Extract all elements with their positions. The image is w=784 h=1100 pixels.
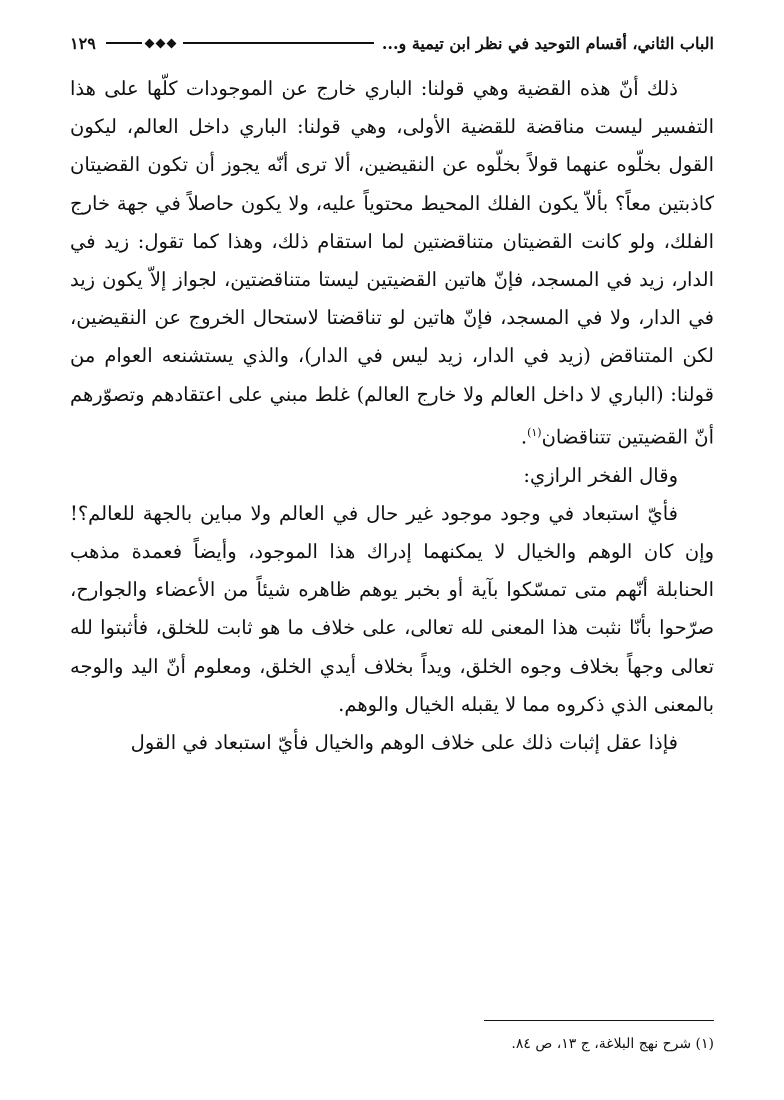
ornament-diamond-icon [144, 38, 154, 48]
paragraph-3: فأيّ استبعاد في وجود موجود غير حال في العالم ولا مباين بالجهة للعالم؟! وإن كان الوهم والخيال لا يمكنهما إدراك هذا الموجود، وأيضاً فعمدة مذهب الحنابلة أنّهم متى تمسّكوا بآية أو بخبر يوهم ظاهره شيئاً من الأعضاء والجوارح، صرّحوا بأنّا نثبت هذا المعنى لله تعالى، على خلاف ما هو ثابت للخلق، فأثبتوا لله تعالى وجهاً بخلاف وجوه الخلق، ويداً بخلاف أيدي الخلق، ومعلوم أنّ اليد والوجه بالمعنى الذي ذكروه مما لا يقبله الخيال والوهم. [70, 501, 714, 716]
body-text [70, 70, 714, 762]
footnote-reference[interactable]: (١) [527, 425, 542, 439]
header-ornament [106, 40, 175, 47]
paragraph-1-text: ذلك أنّ هذه القضية وهي قولنا: الباري خارج عن الموجودات كلّها على هذا التفسير ليست مناقضة للقضية الأولى، وهي قولنا: الباري داخل العالم، ليكون القول بخلّوه عنهما قولاً بخلّوه عن النقيضين، ألا ترى أنّه يجوز أن تكون القضيتان كاذبتين معاً؟ بألاّ يكون الفلك المحيط محتوياً عليه، ولا يكون حاصلاً في جهة خارج الفلك، ولو كانت القضيتان متناقضتين لما استقام ذلك، وهذا كما تقول: زيد في الدار، زيد في المسجد، فإنّ هاتين القضيتين ليستا متناقضتين، لجواز إلاّ يكون زيد في الدار، ولا في المسجد، فإنّ هاتين لو تناقضتا لاستحال الخروج عن النقيضين، لكن المتناقض (زيد في الدار، زيد ليس في الدار)، والذي يستشنعه العوام من قولنا: (الباري لا داخل العالم ولا خارج العالم) غلط مبني على اعتقادهم وتصوّرهم أنّ القضيتين تتناقضان [70, 77, 714, 449]
header-title: الباب الثاني، أقسام التوحيد في نظر ابن تيمية و... [381, 33, 714, 53]
paragraph-1: ذلك أنّ هذه القضية وهي قولنا: الباري خارج عن الموجودات كلّها على هذا التفسير ليست مناقضة للقضية الأولى، وهي قولنا: الباري داخل العالم، ليكون القول بخلّوه عنهما قولاً بخلّوه عن النقيضين، ألا ترى أنّه يجوز أن تكون القضيتان كاذبتين معاً؟ بألاّ يكون الفلك المحيط محتوياً عليه، ولا يكون حاصلاً في جهة خارج الفلك، ولو كانت القضيتان متناقضتين لما استقام ذلك، وهذا كما تقول: زيد في الدار، زيد في المسجد، فإنّ هاتين القضيتين ليستا متناقضتين، لجواز إلاّ يكون زيد في الدار، ولا في المسجد، فإنّ هاتين لو تناقضتا لاستحال الخروج عن النقيضين، لكن المتناقض (زيد في الدار، زيد ليس في الدار)، والذي يستشنعه العوام من قولنا: (الباري لا داخل العالم ولا خارج العالم) غلط مبني على اعتقادهم وتصوّرهم أنّ القضيتين تتناقضان$^{(١)}$. [70, 77, 714, 449]
ornament-line [106, 42, 142, 44]
page-number: ١٢٩ [70, 33, 96, 53]
ornament-diamond-icon [155, 38, 165, 48]
running-header [70, 28, 714, 58]
footnote: (١) شرح نهج البلاغة، ج ١٣، ص ٨٤. [511, 1036, 714, 1052]
footnote-divider [484, 1020, 714, 1021]
header-rule [183, 42, 374, 44]
paragraph-4: فإذا عقل إثبات ذلك على خلاف الوهم والخيال فأيّ استبعاد في القول [130, 730, 678, 754]
ornament-diamond-icon [166, 38, 176, 48]
paragraph-2: وقال الفخر الرازي: [523, 463, 678, 487]
